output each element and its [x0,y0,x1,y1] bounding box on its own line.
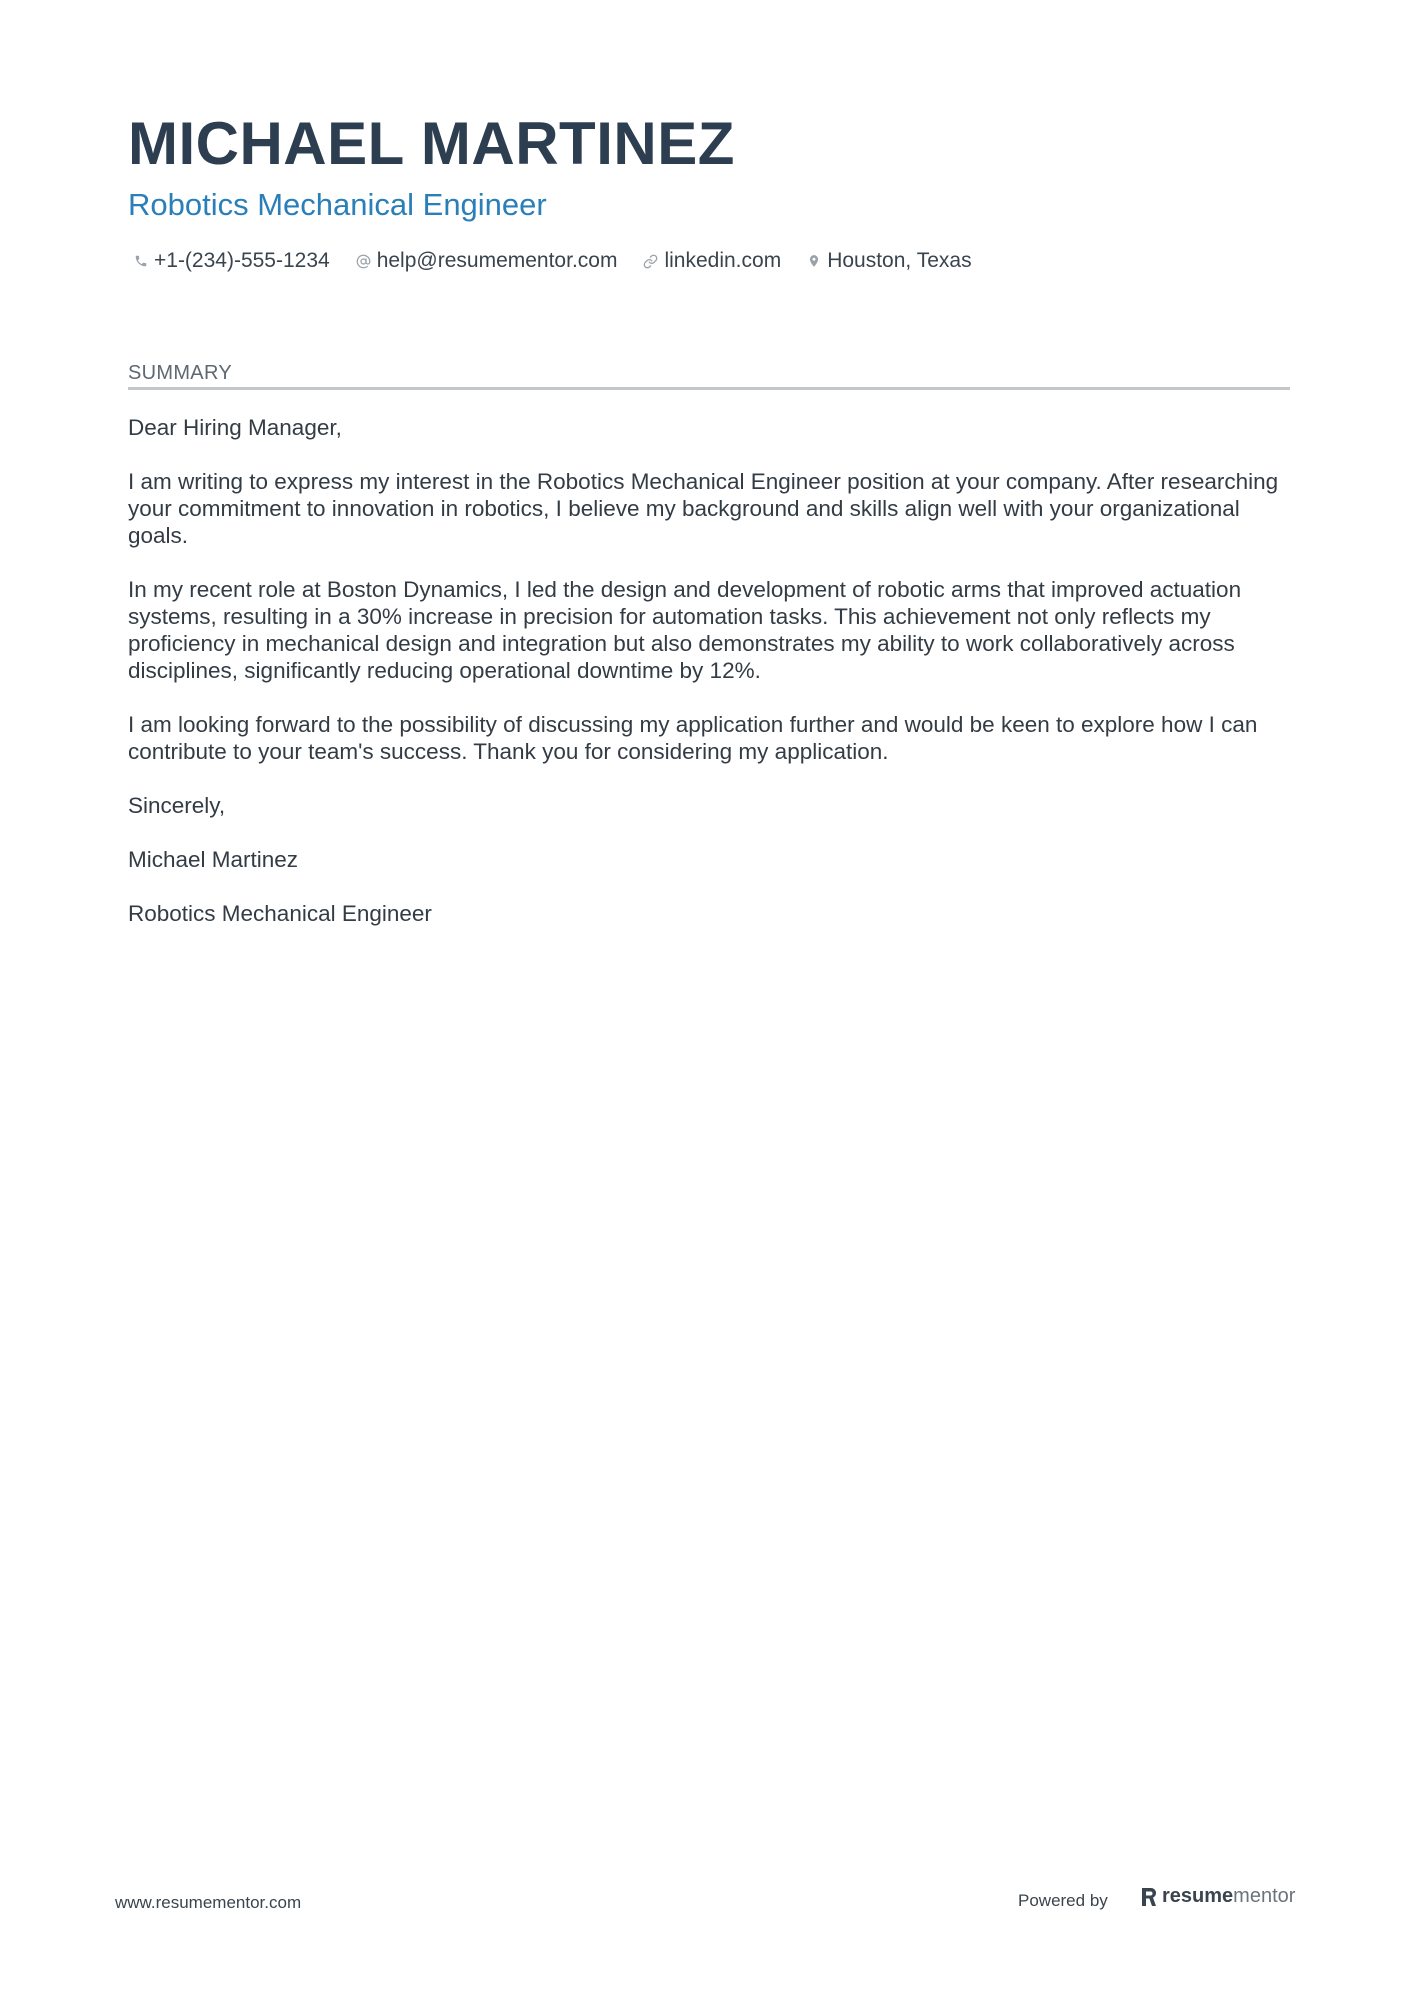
map-pin-icon [807,253,821,269]
contact-linkedin [643,249,781,273]
intro-paragraph: I am writing to express my interest in the Robotics Mechanical Engineer position at your company. After researching your commitment to innovation in robotics, I believe my background and skills align well with your organizational goals. [128,469,1279,548]
powered-by-label: Powered by [1018,1891,1108,1910]
cover-letter-body [128,414,1290,954]
contact-location [807,249,971,273]
experience-paragraph: In my recent role at Boston Dynamics, I led the design and development of robotic arms that improved actuation systems, resulting in a 30% increase in precision for automation tasks. This achievement not only reflects my proficiency in mechanical design and integration but also demonstrates my ability to work collaboratively across disciplines, significantly reducing operational downtime by 12%. [128,577,1242,683]
contact-bar [134,246,998,276]
brand-logo [1140,1885,1295,1908]
phone-text: +1-(234)-555-1234 [154,249,330,272]
closing-paragraph: I am looking forward to the possibility of discussing my application further and would be keen to explore how I can contribute to your team's success. Thank you for considering my application. [128,712,1258,764]
email-text: help@resumementor.com [376,249,618,272]
job-title: Robotics Mechanical Engineer [128,187,547,222]
summary-heading: SUMMARY [128,362,232,384]
salutation: Dear Hiring Manager, [128,415,342,440]
location-text: Houston, Texas [827,249,972,272]
sign-off: Sincerely, [128,793,226,818]
resumementor-logo-icon [1140,1886,1158,1908]
contact-email [356,249,618,273]
at-sign-icon [356,254,371,269]
candidate-name: MICHAEL MARTINEZ [128,110,735,177]
section-divider [128,387,1290,390]
phone-icon [134,254,148,268]
footer-website: www.resumementor.com [115,1893,302,1912]
signature-name: Michael Martinez [128,847,299,872]
brand-name-light: mentor [1233,1885,1296,1907]
contact-phone [134,249,330,273]
signature-title: Robotics Mechanical Engineer [128,901,432,926]
link-icon [643,254,658,269]
linkedin-text: linkedin.com [664,249,782,272]
brand-name-bold: resume [1162,1885,1234,1907]
